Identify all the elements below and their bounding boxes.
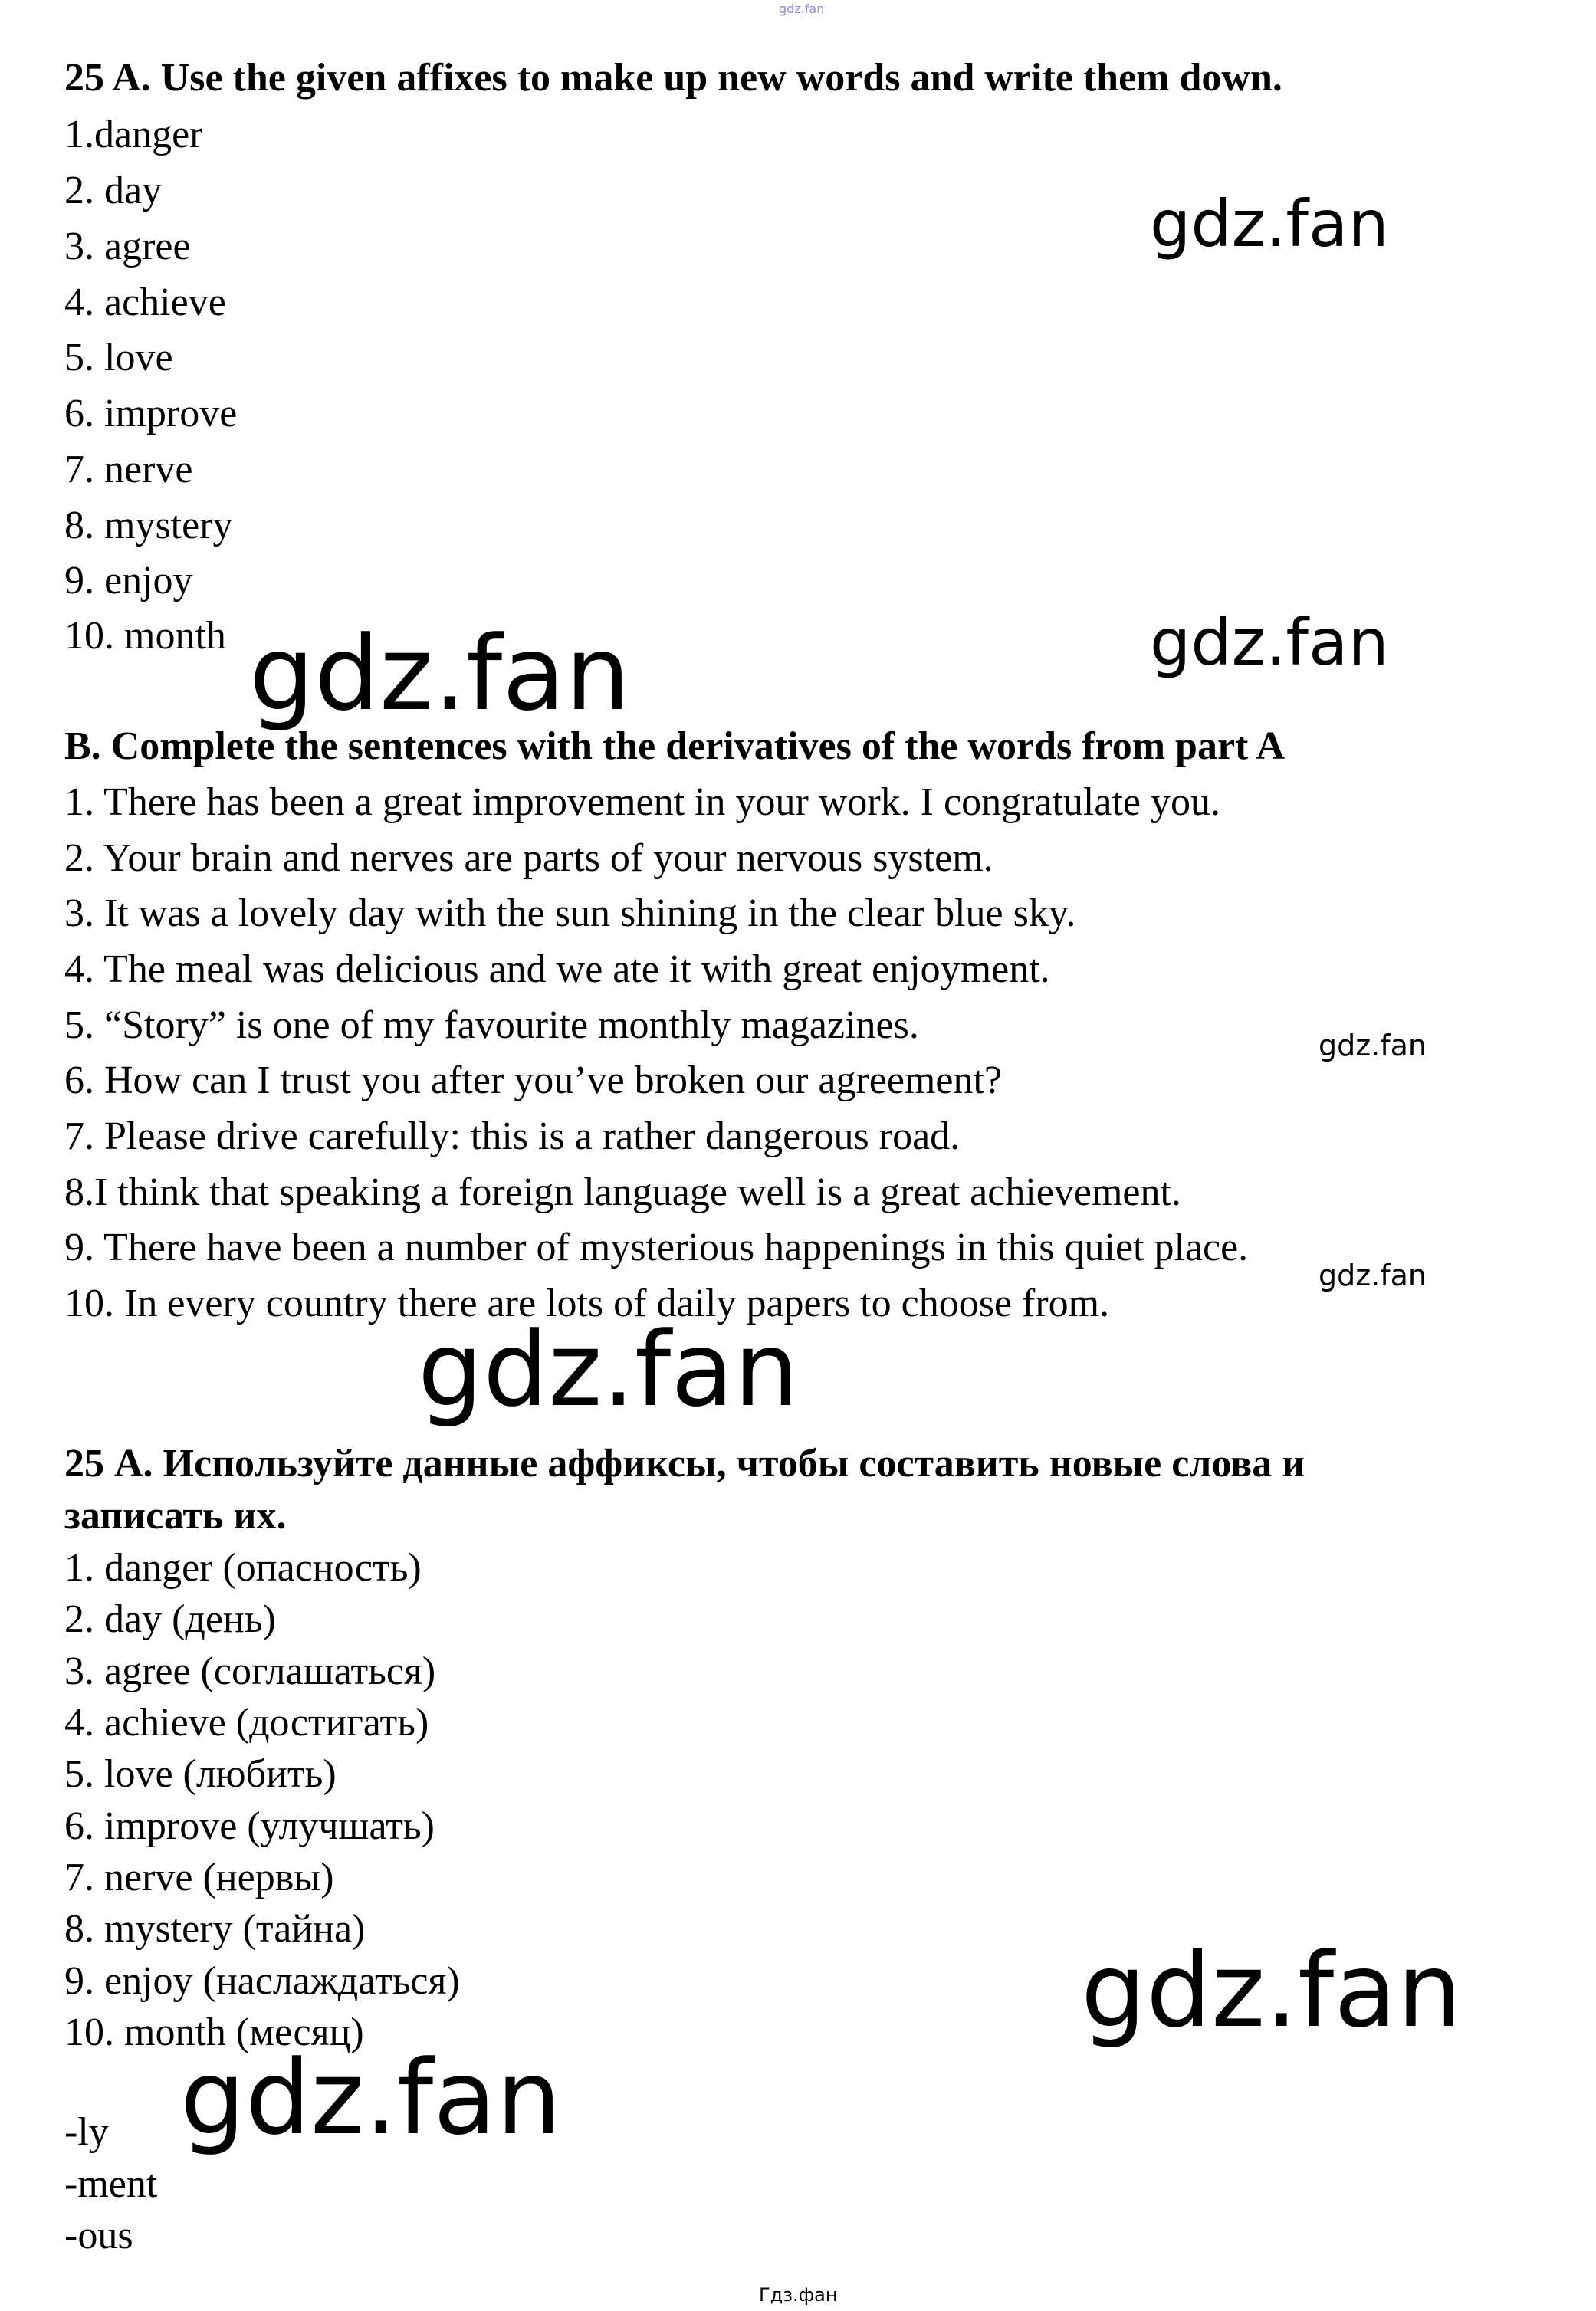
sentence-item: 8.I think that speaking a foreign language well is a great achievement.: [64, 1170, 1181, 1214]
list-item: 7. nerve: [64, 448, 193, 491]
translation-item: 6. improve (улучшать): [64, 1804, 435, 1848]
section-a-title: 25 A. Use the given affixes to make up new words and write them down.: [64, 56, 1282, 100]
section-ru-title: 25 А. Используйте данные аффиксы, чтобы составить новые слова и: [64, 1442, 1305, 1485]
watermark: gdz.fan: [1319, 1029, 1427, 1062]
watermark: gdz.fan: [1150, 186, 1389, 261]
sentence-item: 7. Please drive carefully: this is a rather dangerous road.: [64, 1114, 961, 1158]
sentence-item: 5. “Story” is one of my favourite monthly magazines.: [64, 1003, 919, 1047]
list-item: 4. achieve: [64, 281, 226, 324]
top-mark: gdz.fan: [779, 2, 825, 16]
watermark: gdz.fan: [180, 2038, 562, 2158]
translation-item: 1. danger (опасность): [64, 1546, 422, 1590]
list-item: 6. improve: [64, 392, 238, 435]
watermark: gdz.fan: [249, 614, 631, 734]
list-item: 8. mystery: [64, 504, 233, 547]
translation-item: 7. nerve (нервы): [64, 1856, 334, 1899]
footer-text: Гдз.фан: [759, 2284, 838, 2306]
watermark: gdz.fan: [1319, 1259, 1427, 1292]
watermark: gdz.fan: [1150, 605, 1389, 680]
affix-item: -ly: [64, 2110, 109, 2154]
watermark: gdz.fan: [418, 1310, 800, 1430]
sentence-item: 1. There has been a great improvement in your work. I congratulate you.: [64, 780, 1220, 824]
section-ru-title-line2: записать их.: [64, 1494, 287, 1538]
translation-item: 2. day (день): [64, 1597, 276, 1641]
sentence-item: 9. There have been a number of mysterious happenings in this quiet place.: [64, 1226, 1249, 1269]
sentence-item: 10. In every country there are lots of daily papers to choose from.: [64, 1282, 1110, 1325]
list-item: 9. enjoy: [64, 559, 193, 602]
list-item: 5. love: [64, 336, 173, 379]
section-b-title: B. Complete the sentences with the derivatives of the words from part A: [64, 724, 1286, 768]
sentence-item: 6. How can I trust you after you’ve broken our agreement?: [64, 1059, 1002, 1102]
watermark: gdz.fan: [1081, 1931, 1463, 2050]
translation-item: 5. love (любить): [64, 1752, 337, 1796]
list-item: 3. agree: [64, 225, 191, 268]
sentence-item: 4. The meal was delicious and we ate it with great enjoyment.: [64, 947, 1050, 991]
sentence-item: 3. It was a lovely day with the sun shining in the clear blue sky.: [64, 891, 1076, 935]
list-item: 1.danger: [64, 113, 203, 156]
translation-item: 9. enjoy (наслаждаться): [64, 1959, 460, 2003]
translation-item: 3. agree (соглашаться): [64, 1650, 436, 1693]
translation-item: 4. achieve (достигать): [64, 1701, 429, 1745]
list-item: 10. month: [64, 614, 226, 658]
list-item: 2. day: [64, 169, 163, 212]
sentence-item: 2. Your brain and nerves are parts of your nervous system.: [64, 836, 993, 880]
affix-item: -ment: [64, 2162, 158, 2206]
affix-item: -ous: [64, 2214, 133, 2257]
translation-item: 10. month (месяц): [64, 2011, 364, 2054]
translation-item: 8. mystery (тайна): [64, 1907, 366, 1951]
